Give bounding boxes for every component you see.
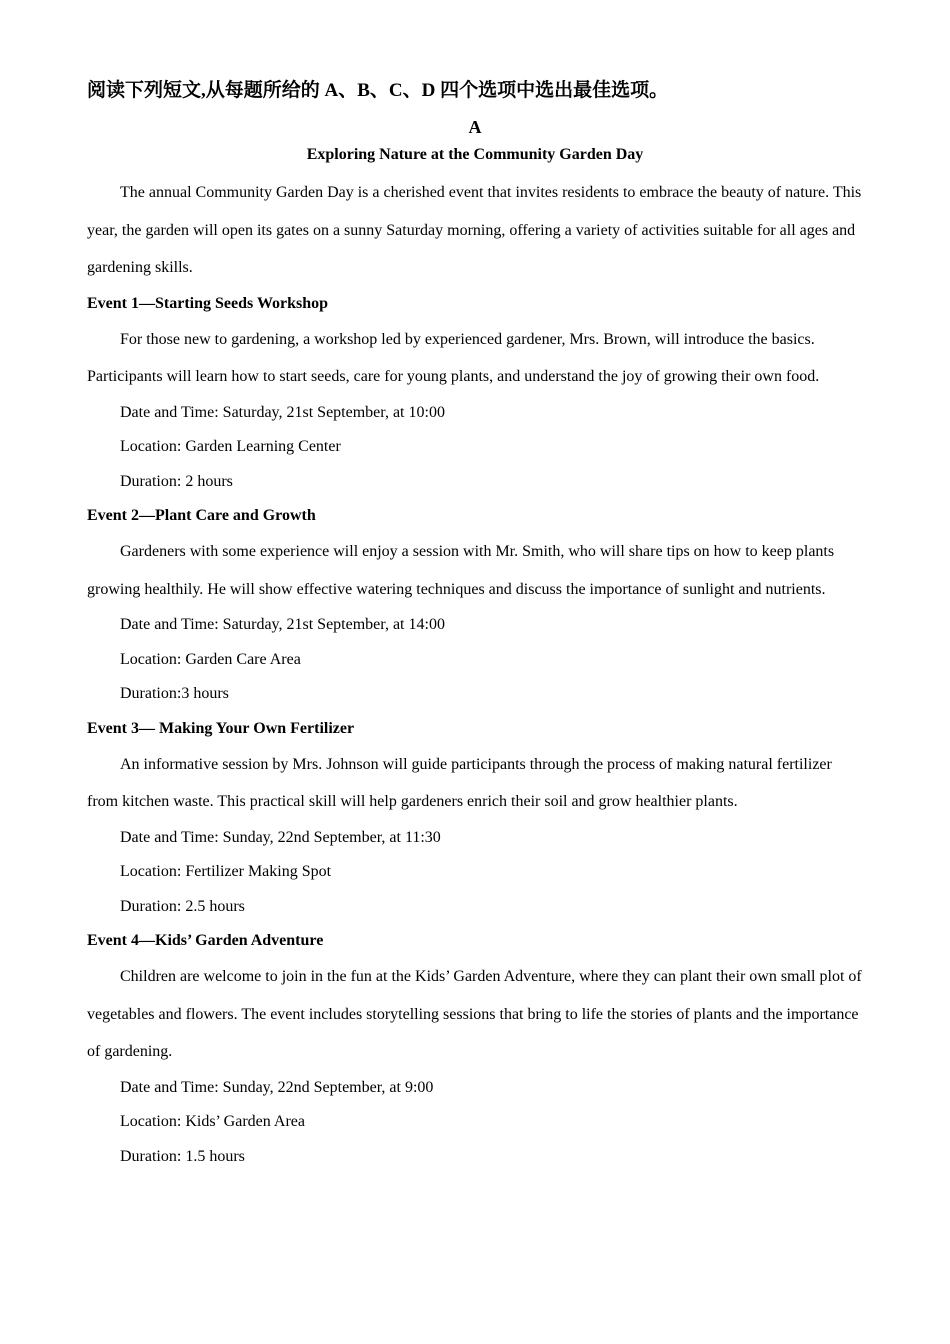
- instruction-text: 阅读下列短文,从每题所给的 A、B、C、D 四个选项中选出最佳选项。: [87, 80, 669, 101]
- event-location: Location: Garden Care Area: [120, 650, 301, 668]
- event-location: Location: Kids’ Garden Area: [120, 1113, 305, 1130]
- event-2: [87, 499, 863, 712]
- event-heading: Event 4—Kids’ Garden Adventure: [87, 932, 324, 949]
- event-location: Location: Fertilizer Making Spot: [120, 863, 332, 880]
- event-date-time: Date and Time: Saturday, 21st September, at 10:00: [120, 403, 445, 421]
- intro-paragraph: The annual Community Garden Day is a cherished event that invites residents to embrace the beauty of nature. This year, the garden will open its gates on a sunny Saturday morning, offering a variety of activities suitable for all ages and gardening skills.: [87, 184, 862, 276]
- event-4: [87, 924, 863, 1174]
- event-duration: Duration: 1.5 hours: [120, 1147, 245, 1165]
- document-page: [87, 76, 863, 1174]
- event-3: [87, 712, 863, 925]
- event-description: Children are welcome to join in the fun at the Kids’ Garden Adventure, where they can plant their own small plot of vegetables and flowers. The event includes storytelling sessions that bring to life the stories of plants and the importance of gardening.: [87, 968, 862, 1060]
- event-heading: Event 3— Making Your Own Fertilizer: [87, 719, 355, 737]
- event-duration: Duration: 2.5 hours: [120, 897, 245, 915]
- event-heading: Event 1—Starting Seeds Workshop: [87, 294, 329, 312]
- event-1: [87, 287, 863, 500]
- event-date-time: Date and Time: Sunday, 22nd September, at 11:30: [120, 828, 441, 846]
- event-description: For those new to gardening, a workshop led by experienced gardener, Mrs. Brown, will introduce the basics. Participants will learn how to start seeds, care for young plants, and understand the joy of growing their own food.: [87, 330, 820, 385]
- event-duration: Duration: 2 hours: [120, 472, 233, 490]
- event-heading: Event 2—Plant Care and Growth: [87, 507, 316, 524]
- event-date-time: Date and Time: Sunday, 22nd September, at 9:00: [120, 1078, 434, 1096]
- event-description: An informative session by Mrs. Johnson will guide participants through the process of making natural fertilizer from kitchen waste. This practical skill will help gardeners enrich their soil and grow healthier plants.: [87, 755, 832, 810]
- passage-title: Exploring Nature at the Community Garden Day: [306, 146, 644, 163]
- event-duration: Duration:3 hours: [120, 685, 229, 702]
- event-date-time: Date and Time: Saturday, 21st September, at 14:00: [120, 616, 445, 633]
- event-location: Location: Garden Learning Center: [120, 438, 341, 455]
- event-description: Gardeners with some experience will enjoy a session with Mr. Smith, who will share tips on how to keep plants growing healthily. He will show effective watering techniques and discuss the importance of sunlight and nutrients.: [87, 543, 835, 598]
- section-letter: A: [468, 117, 482, 137]
